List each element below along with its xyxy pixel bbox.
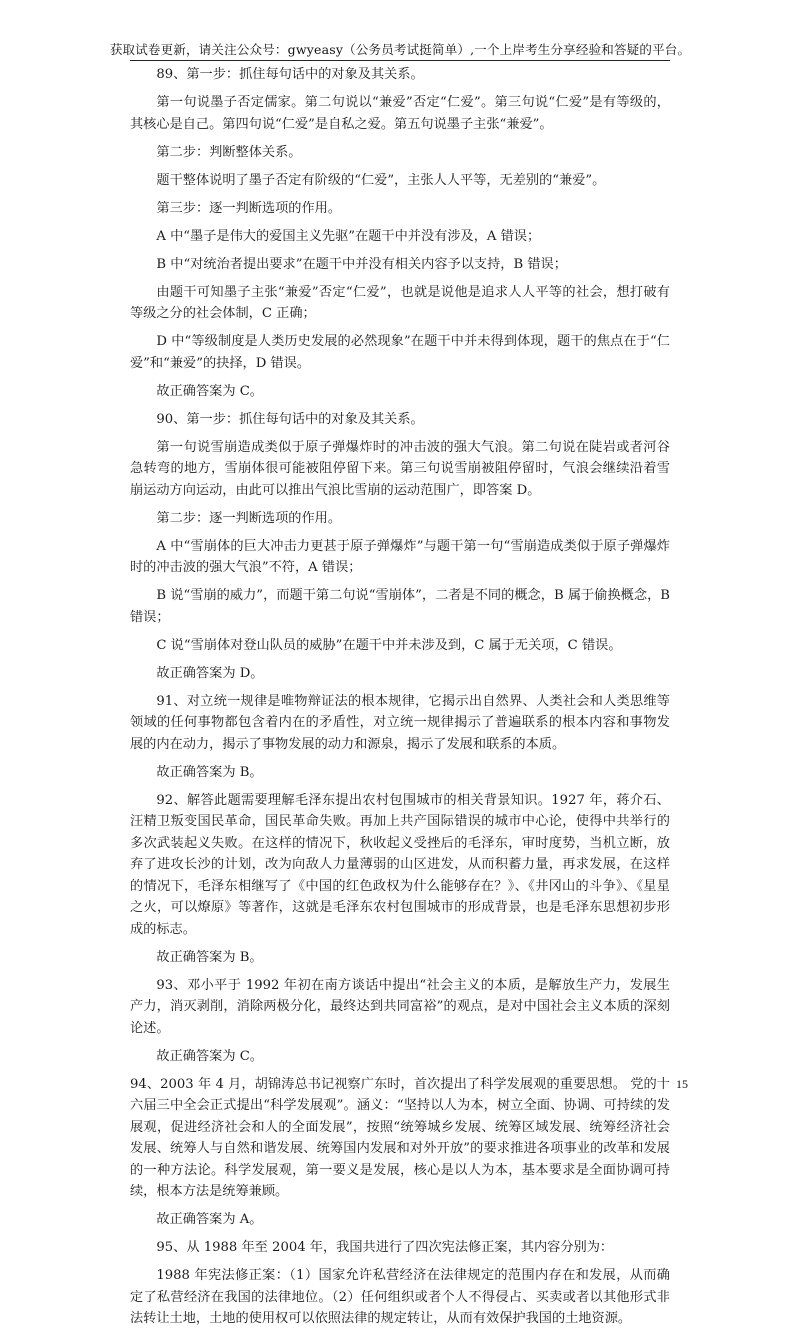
paragraph: D 中“等级制度是人类历史发展的必然现象”在题干中并未得到体现，题干的焦点在于“仁爱”和“兼爱”的抉择，D 错误。 [130,334,670,371]
paragraph: A 中“墨子是伟大的爱国主义先驱”在题干中并没有涉及，A 错误； [156,228,541,244]
paragraph: 故正确答案为 C。 [156,1048,263,1064]
paragraph: 92、解答此题需要理解毛泽东提出农村包围城市的相关背景知识。1927 年，蒋介石、汪精卫叛变国民革命，国民革命失败。再加上共产国际错误的城市中心论，使得中共举行的多次武装起义失败。在这样的情况下，秋收起义受挫后的毛泽东，审时度势，当机立断，放弃了进攻长沙的计划，改为向敌人力量薄弱的山区进发，从而积蓄力量，再求发展，在这样的情况下，毛泽东相继写了《中国的红色政权为什么能够存在？》、《井冈山的斗争》、《星星之火，可以燎原》等著作，这就是毛泽东农村包围城市的形成背景，也是毛泽东思想初步形成的标志。 [130,792,670,937]
paragraph: 题干整体说明了墨子否定有阶级的“仁爱”，主张人人平等，无差别的“兼爱”。 [156,172,606,188]
paragraph: 89、第一步：抓住每句话中的对象及其关系。 [156,67,424,82]
header-divider [130,60,670,61]
document-body [130,64,670,1336]
paragraph: 第三步：逐一判断选项的作用。 [156,200,342,216]
paragraph: 故正确答案为 A。 [156,1212,263,1227]
page-number: 15 [676,1077,688,1091]
paragraph: 90、第一步：抓住每句话中的对象及其关系。 [156,411,424,427]
paragraph: B 中“对统治者提出要求”在题干中并没有相关内容予以支持，B 错误； [156,256,567,272]
paragraph: 故正确答案为 C。 [156,383,263,399]
paragraph: 故正确答案为 B。 [156,949,263,965]
paragraph: B 说“雪崩的威力”，而题干第二句说“雪崩体”，二者是不同的概念，B 属于偷换概念，B 错误； [130,588,670,625]
paragraph: 第二步：逐一判断选项的作用。 [156,510,342,526]
paragraph: 1988 年宪法修正案：（1）国家允许私营经济在法律规定的范围内存在和发展，从而确定了私营经济在我国的法律地位。（2）任何组织或者个人不得侵占、买卖或者以其他形式非法转让土地，土地的使用权可以依照法律的规定转让，从而有效保护我国的土地资源。 [130,1268,670,1326]
paragraph: C 说“雪崩体对登山队员的威胁”在题干中并未涉及到，C 属于无关项，C 错误。 [156,637,622,653]
paragraph: 94、2003 年 4 月，胡锦涛总书记视察广东时，首次提出了科学发展观的重要思想。 党的十六届三中全会正式提出“科学发展观”。涵义：“坚持以人为本，树立全面、协调、可持续的发展观，促进经济社会和人的全面发展”，按照“统筹城乡发展、统筹区域发展、统筹经济社会发展、统筹人与自然和谐发展、统筹国内发展和对外开放”的要求推进各项事业的改革和发展的一种方法论。科学发展观，第一要义是发展，核心是以人为本，基本要求是全面协调可持续，根本方法是统筹兼顾。 [130,1076,670,1199]
paragraph: 95、从 1988 年至 2004 年，我国共进行了四次宪法修正案，其内容分别为： [156,1240,614,1255]
paragraph: 第一句说墨子否定儒家。第二句说以“兼爱”否定“仁爱”。第三句说“仁爱”是有等级的，其核心是自己。第四句说“仁爱”是自私之爱。第五句说墨子主张“兼爱”。 [130,95,670,132]
page-header: 获取试卷更新，请关注公众号：gwyeasy（公务员考试挺简单）,一个上岸考生分享经验和答疑的平台。 [109,42,691,57]
paragraph: 第二步：判断整体关系。 [156,144,302,160]
paragraph: 91、对立统一规律是唯物辩证法的根本规律，它揭示出自然界、人类社会和人类思维等领域的任何事物都包含着内在的矛盾性，对立统一规律揭示了普遍联系的根本内容和事物发展的内在动力，揭示了事物发展的动力和源泉，揭示了发展和联系的本质。 [130,693,670,752]
paragraph: A 中“雪崩体的巨大冲击力更甚于原子弹爆炸”与题干第一句“雪崩造成类似于原子弹爆炸时的冲击波的强大气浪”不符，A 错误； [130,538,670,575]
paragraph: 第一句说雪崩造成类似于原子弹爆炸时的冲击波的强大气浪。第二句说在陡岩或者河谷急转弯的地方，雪崩体很可能被阻停留下来。第三句说雪崩被阻停留时，气浪会继续沿着雪崩运动方向运动，由此可以推出气浪比雪崩的运动范围广，即答案 D。 [130,439,670,498]
paragraph: 93、邓小平于 1992 年初在南方谈话中提出“社会主义的本质，是解放生产力，发展生产力，消灭剥削，消除两极分化，最终达到共同富裕”的观点，是对中国社会主义本质的深刻论述。 [130,977,670,1036]
paragraph: 故正确答案为 D。 [156,665,264,681]
paragraph: 由题干可知墨子主张“兼爱”否定“仁爱”，也就是说他是追求人人平等的社会，想打破有等级之分的社会体制，C 正确； [130,284,670,321]
paragraph: 故正确答案为 B。 [156,764,263,780]
